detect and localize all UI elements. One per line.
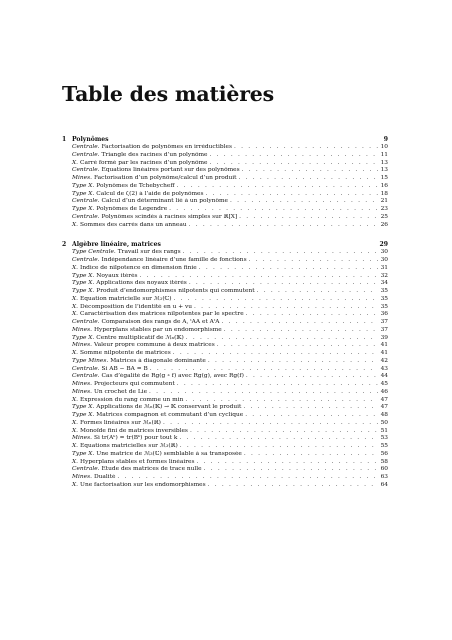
toc-entry[interactable] [62, 366, 388, 374]
chapter-page-number: 9 [383, 136, 388, 143]
dot-leader [177, 381, 378, 389]
entry-title: Caractérisation des matrices nilpotentes par le spectre [80, 311, 244, 318]
entry-page-number: 53 [380, 435, 388, 442]
entry-page-number: 13 [380, 167, 388, 174]
dot-leader [194, 304, 378, 312]
toc-entry[interactable] [62, 280, 388, 288]
entry-title: Hyperplans stables et formes linéaires [80, 458, 195, 465]
entry-page-number: 42 [380, 357, 388, 364]
entry-title: Dualité [93, 474, 116, 480]
entry-source: Type Centrale. [72, 249, 116, 256]
entry-page-number: 63 [380, 474, 388, 480]
toc-entry[interactable] [62, 288, 388, 296]
toc-entry[interactable] [62, 443, 388, 451]
dot-leader [183, 249, 378, 257]
toc-entry[interactable] [62, 160, 388, 168]
entry-source: Type X. [72, 206, 95, 212]
entry-source: Type Mines. [72, 357, 109, 364]
entry-source: X. [72, 481, 79, 488]
entry-title: Formes linéaires sur ℳₙ(ℝ) [80, 419, 161, 426]
toc-entry[interactable] [62, 404, 388, 412]
entry-source: Centrale. [72, 365, 100, 372]
entry-title: Produit d’endomorphismes nilpotents qui commutent [96, 288, 255, 294]
toc-entry[interactable] [62, 273, 388, 281]
dot-leader [208, 358, 378, 366]
dot-leader [217, 342, 378, 350]
entry-title: Polynômes scindés à racines simples sur ℝ[X] [101, 213, 238, 220]
entry-source: X. [72, 295, 79, 302]
entry-title: Factorisation d’un polynôme/calcul d’un produit [93, 175, 237, 181]
dot-leader [249, 257, 378, 265]
entry-title: Comparaison des rangs de A, ᵗAA et AᵗA [101, 319, 220, 325]
entry-source: Centrale. [72, 319, 100, 325]
entry-source: Centrale. [72, 257, 100, 263]
entry-source: Type X. [72, 190, 95, 197]
dot-leader [117, 474, 378, 482]
dot-leader [185, 397, 378, 405]
entry-title: Somme nilpotente de matrices [80, 350, 171, 356]
entry-title: Expression du rang comme un min [80, 396, 184, 403]
entry-title: Si tr(Aᵏ) = tr(Bᵏ) pour tout k [93, 435, 178, 442]
dot-leader [210, 152, 379, 160]
dot-leader [245, 412, 378, 420]
entry-title: Polynômes de Legendre [96, 206, 168, 212]
dot-leader [189, 280, 378, 288]
entry-page-number: 30 [380, 249, 388, 256]
toc-entry[interactable] [62, 198, 388, 206]
entry-title: Factorisation de polynômes en irréductibles [101, 144, 232, 150]
entry-page-number: 13 [380, 159, 388, 166]
toc-entry[interactable] [62, 152, 388, 160]
entry-page-number: 37 [380, 326, 388, 333]
entry-page-number: 44 [380, 373, 388, 380]
entry-source: Centrale. [72, 167, 100, 174]
entry-page-number: 43 [380, 365, 388, 372]
entry-page-number: 31 [380, 264, 388, 271]
entry-page-number: 48 [380, 412, 388, 418]
entry-page-number: 21 [380, 198, 388, 205]
entry-page-number: 47 [380, 404, 388, 411]
toc-entry[interactable] [62, 350, 388, 358]
entry-source: Centrale. [72, 144, 100, 150]
entry-source: Mines. [72, 175, 92, 181]
toc-entry[interactable] [62, 222, 388, 230]
toc-entry[interactable] [62, 327, 388, 335]
toc-entry[interactable] [62, 466, 388, 474]
dot-leader [186, 335, 378, 343]
entry-source: Type X. [72, 288, 95, 294]
entry-page-number: 18 [380, 190, 388, 197]
entry-page-number: 37 [380, 319, 388, 325]
chapter-title: Polynômes [72, 136, 109, 143]
entry-source: Mines. [72, 388, 92, 395]
toc-entry[interactable] [62, 296, 388, 304]
entry-page-number: 23 [380, 206, 388, 212]
entry-title: Noyaux itérés [96, 272, 138, 279]
dot-leader [208, 482, 378, 490]
dot-leader [173, 350, 378, 358]
entry-page-number: 35 [380, 303, 388, 310]
dot-leader [174, 296, 378, 304]
toc-entry[interactable] [62, 428, 388, 436]
dot-leader [196, 459, 378, 467]
entry-source: Type X. [72, 450, 95, 457]
entry-page-number: 26 [380, 221, 388, 228]
entry-source: Mines. [72, 435, 92, 442]
entry-source: X. [72, 221, 79, 228]
dot-leader [180, 443, 378, 451]
dot-leader [149, 389, 378, 397]
entry-page-number: 35 [380, 288, 388, 294]
entry-source: X. [72, 264, 79, 271]
entry-title: Cas d’égalité de Rg(g ∘ f) avec Rg(g), avec Rg(f) [101, 373, 244, 380]
entry-source: Centrale. [72, 373, 100, 380]
entry-page-number: 30 [380, 257, 388, 263]
toc-chapter [62, 136, 388, 229]
toc-entry[interactable] [62, 397, 388, 405]
toc-entry[interactable] [62, 381, 388, 389]
entry-title: Travail sur des rangs [117, 249, 181, 256]
entry-title: Indice de nilpotence en dimension finie [80, 264, 197, 271]
toc-entry[interactable] [62, 459, 388, 467]
entry-title: Une factorisation sur les endomorphismes [80, 481, 206, 488]
toc-chapter [62, 241, 388, 489]
entry-source: Type X. [72, 272, 95, 279]
chapter-heading[interactable] [62, 241, 388, 249]
entry-source: Type X. [72, 404, 95, 411]
entry-title: Décomposition de l’identité en u + vu [80, 303, 193, 310]
entry-title: Indépendance linéaire d’une famille de fonctions [101, 257, 247, 263]
entry-page-number: 41 [380, 350, 388, 356]
dot-leader [242, 167, 378, 175]
entry-page-number: 32 [380, 272, 388, 279]
chapter-heading[interactable] [62, 136, 388, 144]
table-of-contents [62, 136, 388, 490]
entry-title: Calcul d’un déterminant lié à un polynôme [101, 198, 229, 205]
entry-page-number: 45 [380, 381, 388, 387]
entry-title: Applications des noyaux itérés [96, 280, 187, 287]
dot-leader [222, 319, 378, 327]
entry-source: X. [72, 458, 79, 465]
entry-title: Triangle des racines d’un polynôme [101, 151, 208, 158]
toc-entry[interactable] [62, 249, 388, 257]
dot-leader [246, 373, 378, 381]
toc-entry[interactable] [62, 342, 388, 350]
entry-source: X. [72, 396, 79, 403]
entry-page-number: 36 [380, 311, 388, 318]
dot-leader [150, 366, 378, 374]
dot-leader [239, 175, 378, 183]
entry-source: Type X. [72, 182, 95, 189]
entry-title: Un crochet de Lie [93, 388, 148, 395]
toc-entry[interactable] [62, 304, 388, 312]
entry-title: Valeur propre commune à deux matrices [93, 342, 215, 349]
toc-entry[interactable] [62, 214, 388, 222]
page-title: Table des matières [62, 82, 274, 106]
entry-source: Mines. [72, 474, 92, 480]
dot-leader [204, 466, 378, 474]
entry-title: Applications de ℳₙ(𝕂) → 𝕂 conservant le produit [96, 404, 242, 411]
entry-source: X. [72, 419, 79, 426]
dot-leader [257, 288, 378, 296]
entry-page-number: 50 [380, 419, 388, 426]
entry-title: Étude des matrices de trace nulle [101, 466, 202, 473]
toc-entry[interactable] [62, 373, 388, 381]
dot-leader [169, 206, 378, 214]
toc-entry[interactable] [62, 319, 388, 327]
entry-title: Monoïde fini de matrices inversibles [80, 427, 188, 434]
dot-leader [140, 273, 378, 281]
toc-entry[interactable] [62, 335, 388, 343]
entry-source: X. [72, 427, 79, 434]
entry-title: Matrices à diagonale dominante [110, 357, 206, 364]
dot-leader [209, 160, 378, 168]
entry-page-number: 56 [380, 450, 388, 457]
dot-leader [239, 214, 378, 222]
entry-page-number: 25 [380, 213, 388, 220]
entry-page-number: 15 [380, 175, 388, 181]
entry-title: Projecteurs qui commutent [93, 381, 175, 387]
dot-leader [205, 191, 378, 199]
entry-page-number: 16 [380, 182, 388, 189]
entry-page-number: 41 [380, 342, 388, 349]
entry-title: Une matrice de ℳ₃(ℂ) semblable à sa transposée [96, 450, 242, 457]
toc-entry[interactable] [62, 435, 388, 443]
dot-leader [177, 183, 379, 191]
toc-entry[interactable] [62, 167, 388, 175]
entry-source: X. [72, 303, 79, 310]
entry-page-number: 46 [380, 388, 388, 395]
toc-entry[interactable] [62, 420, 388, 428]
entry-source: Mines. [72, 381, 92, 387]
chapter-title: Algèbre linéaire, matrices [72, 241, 161, 249]
entry-source: Centrale. [72, 198, 100, 205]
dot-leader [190, 428, 378, 436]
entry-title: Hyperplans stables par un endomorphisme [93, 326, 222, 333]
dot-leader [224, 327, 378, 335]
entry-page-number: 35 [380, 295, 388, 302]
chapter-number: 2 [62, 241, 67, 249]
toc-entry[interactable] [62, 257, 388, 265]
entry-page-number: 11 [380, 151, 388, 158]
entry-source: X. [72, 350, 79, 356]
entry-source: Mines. [72, 342, 92, 349]
toc-entry[interactable] [62, 144, 388, 152]
entry-source: Type X. [72, 334, 95, 341]
toc-entry[interactable] [62, 412, 388, 420]
dot-leader [189, 222, 378, 230]
entry-source: Mines. [72, 326, 92, 333]
entry-source: Type X. [72, 412, 95, 418]
entry-title: Équations matricielles sur ℳ₃(ℝ) [80, 443, 178, 449]
toc-entry[interactable] [62, 175, 388, 183]
dot-leader [163, 420, 378, 428]
chapter-number: 1 [62, 136, 67, 143]
entry-source: X. [72, 311, 79, 318]
entry-title: Équations linéaires portant sur des polynômes [101, 167, 240, 174]
entry-title: Polynômes de Tchebycheff [96, 182, 175, 189]
chapter-page-number: 29 [379, 241, 388, 249]
toc-entry[interactable] [62, 206, 388, 214]
entry-title: Matrices compagnon et commutant d’un cyclique [96, 412, 244, 418]
entry-source: Centrale. [72, 151, 100, 158]
entry-source: Centrale. [72, 213, 100, 220]
entry-title: Carré formé par les racines d’un polynôme [80, 159, 208, 166]
dot-leader [234, 144, 378, 152]
entry-title: Équation matricielle sur ℳ₂(ℂ) [80, 295, 172, 302]
toc-entry[interactable] [62, 265, 388, 273]
entry-source: X. [72, 443, 79, 449]
entry-title: Si AB − BA = B [101, 365, 148, 372]
entry-source: Centrale. [72, 466, 100, 473]
entry-page-number: 58 [380, 458, 388, 465]
toc-entry[interactable] [62, 451, 388, 459]
toc-entry[interactable] [62, 311, 388, 319]
toc-entry[interactable] [62, 474, 388, 482]
toc-entry[interactable] [62, 183, 388, 191]
entry-page-number: 60 [380, 466, 388, 473]
entry-page-number: 51 [380, 427, 388, 434]
dot-leader [244, 451, 378, 459]
entry-page-number: 64 [380, 481, 388, 488]
dot-leader [243, 404, 378, 412]
entry-page-number: 39 [380, 334, 388, 341]
entry-page-number: 10 [380, 144, 388, 150]
toc-entry[interactable] [62, 389, 388, 397]
entry-title: Sommes des carrés dans un anneau [80, 221, 187, 228]
entry-source: X. [72, 159, 79, 166]
entry-source: Type X. [72, 280, 95, 287]
toc-entry[interactable] [62, 358, 388, 366]
dot-leader [179, 435, 378, 443]
entry-title: Calcul de ζ(2) à l’aide de polynômes [96, 190, 204, 197]
entry-page-number: 47 [380, 396, 388, 403]
toc-entry[interactable] [62, 191, 388, 199]
entry-page-number: 34 [380, 280, 388, 287]
toc-entry[interactable] [62, 482, 388, 490]
dot-leader [230, 198, 378, 206]
entry-title: Centre multiplicatif de ℳₙ(𝕂) [96, 334, 184, 341]
entry-page-number: 55 [380, 443, 388, 449]
dot-leader [246, 311, 378, 319]
dot-leader [199, 265, 378, 273]
